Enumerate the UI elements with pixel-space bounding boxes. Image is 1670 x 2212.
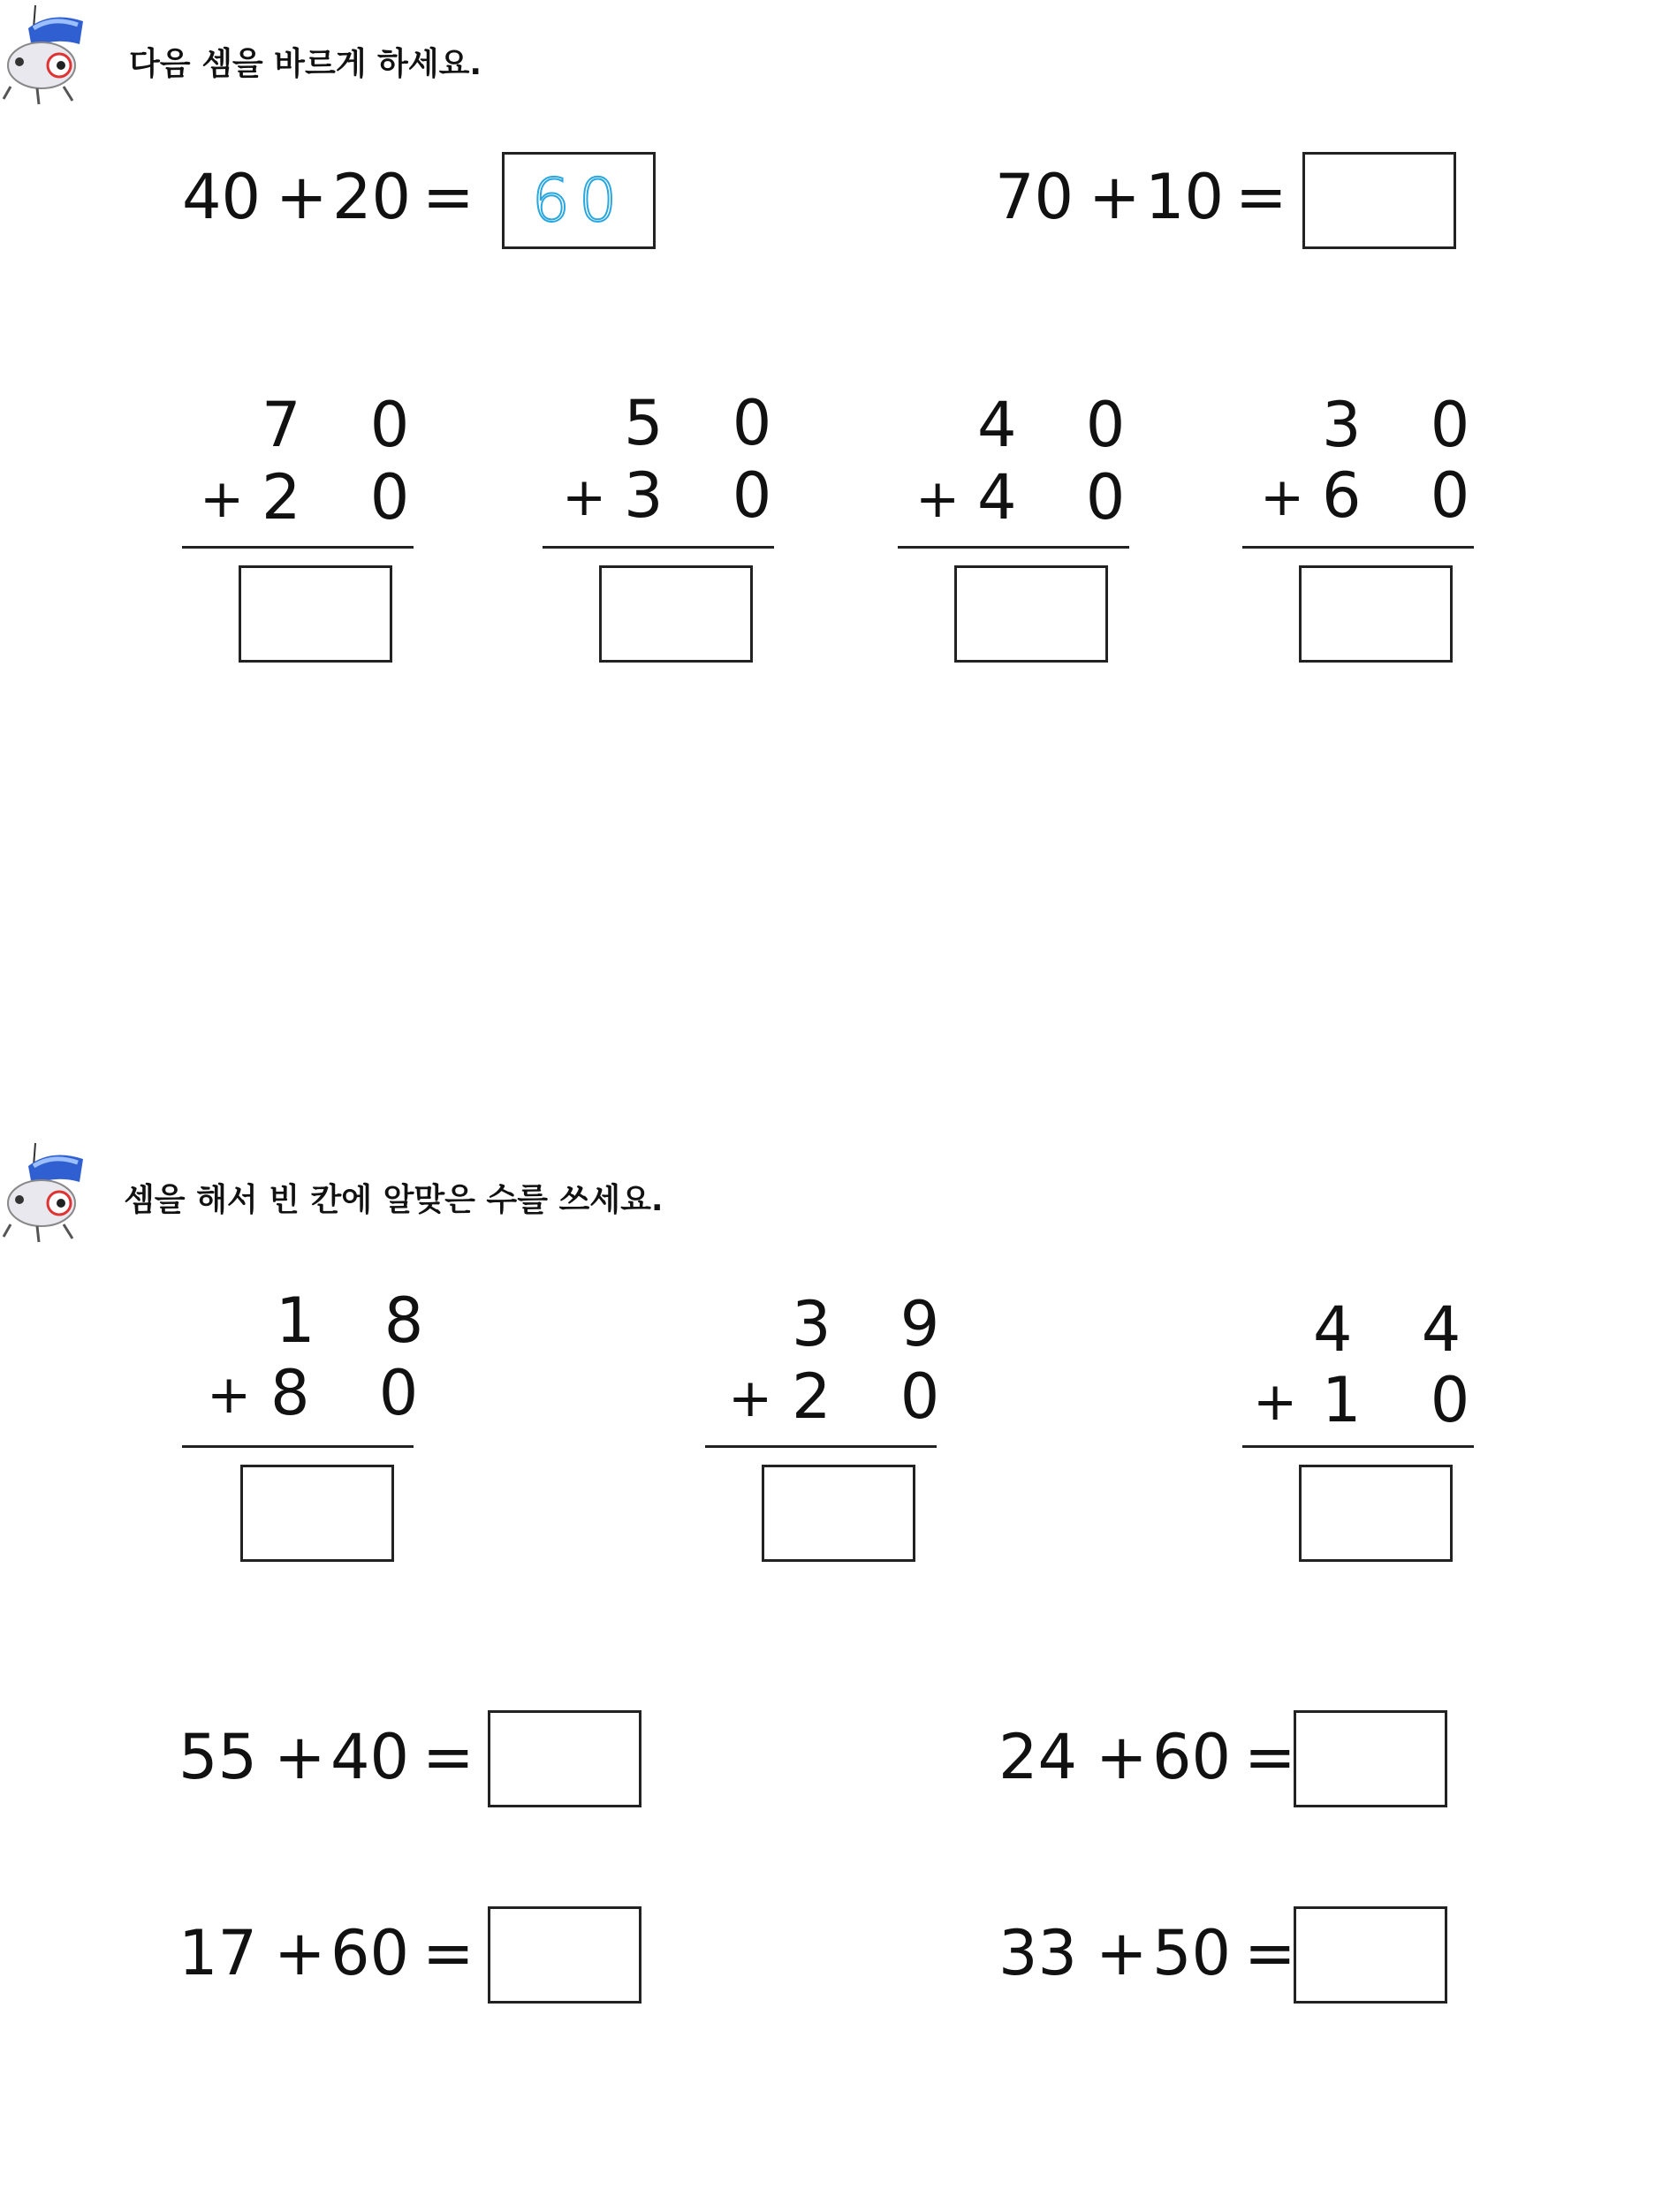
- top-number: 3 0: [1322, 389, 1495, 461]
- operand-a: 70: [995, 161, 1074, 233]
- operand-b: 60: [330, 1917, 410, 1989]
- top-number: 4 0: [977, 389, 1150, 461]
- answer-box[interactable]: [1294, 1906, 1447, 2004]
- section2-instruction: 셈을 해서 빈 칸에 알맞은 수를 쓰세요.: [124, 1182, 664, 1218]
- bottom-number: 4 0: [977, 461, 1150, 534]
- plus-sign: +: [200, 468, 245, 530]
- operand-a: 55: [178, 1721, 258, 1793]
- plus-sign: +: [728, 1367, 773, 1429]
- plus-sign: +: [1096, 1917, 1148, 1989]
- operand-a: 24: [998, 1721, 1078, 1793]
- equals-sign: =: [1244, 1721, 1296, 1793]
- answer-box[interactable]: [1299, 565, 1453, 663]
- plus-sign: +: [207, 1364, 252, 1426]
- operand-b: 60: [1152, 1721, 1232, 1793]
- bottom-number: 1 0: [1322, 1364, 1495, 1436]
- sum-line: [898, 546, 1129, 549]
- plus-sign: +: [276, 161, 328, 233]
- bottom-number: 8 0: [270, 1357, 444, 1429]
- answer-box[interactable]: [502, 152, 656, 249]
- operand-b: 10: [1145, 161, 1225, 233]
- sum-line: [182, 1445, 414, 1448]
- plus-sign: +: [562, 466, 607, 528]
- equals-sign: =: [1244, 1917, 1296, 1989]
- operand-b: 50: [1152, 1917, 1232, 1989]
- equals-sign: =: [422, 1721, 474, 1793]
- top-number: 4 4: [1313, 1293, 1486, 1366]
- answer-box[interactable]: [762, 1465, 915, 1562]
- answer-box[interactable]: [1302, 152, 1456, 249]
- bottom-number: 2 0: [792, 1360, 965, 1433]
- plus-sign: +: [274, 1917, 326, 1989]
- section1-instruction: 다음 셈을 바르게 하세요.: [129, 46, 482, 82]
- answer-box[interactable]: [1299, 1465, 1453, 1562]
- operand-a: 33: [998, 1917, 1078, 1989]
- sum-line: [182, 546, 414, 549]
- top-number: 5 0: [624, 387, 797, 459]
- sum-line: [1242, 546, 1474, 549]
- operand-b: 20: [332, 161, 412, 233]
- top-number: 1 8: [276, 1284, 449, 1357]
- plus-sign: +: [1253, 1371, 1298, 1433]
- top-number: 3 9: [792, 1288, 965, 1360]
- operand-a: 17: [178, 1917, 258, 1989]
- plus-sign: +: [274, 1721, 326, 1793]
- equals-sign: =: [422, 1917, 474, 1989]
- operand-a: 40: [182, 161, 262, 233]
- top-number: 7 0: [262, 389, 435, 461]
- plus-sign: +: [1096, 1721, 1148, 1793]
- answer-box[interactable]: [599, 565, 753, 663]
- answer-box[interactable]: [239, 565, 392, 663]
- answer-box[interactable]: [1294, 1710, 1447, 1807]
- sum-line: [1242, 1445, 1474, 1448]
- answer-box[interactable]: [488, 1906, 641, 2004]
- operand-b: 40: [330, 1721, 410, 1793]
- answer-box[interactable]: [954, 565, 1108, 663]
- sample-answer: 60: [531, 165, 626, 236]
- bottom-number: 3 0: [624, 459, 797, 532]
- plus-sign: +: [1260, 466, 1305, 528]
- mascot-icon: [2, 2, 90, 108]
- plus-sign: +: [1089, 161, 1141, 233]
- plus-sign: +: [915, 468, 960, 530]
- answer-box[interactable]: [240, 1465, 394, 1562]
- equals-sign: =: [422, 161, 474, 233]
- sum-line: [705, 1445, 937, 1448]
- mascot-icon: [2, 1140, 90, 1246]
- bottom-number: 6 0: [1322, 459, 1495, 532]
- bottom-number: 2 0: [262, 461, 435, 534]
- sum-line: [543, 546, 774, 549]
- answer-box[interactable]: [488, 1710, 641, 1807]
- equals-sign: =: [1235, 161, 1287, 233]
